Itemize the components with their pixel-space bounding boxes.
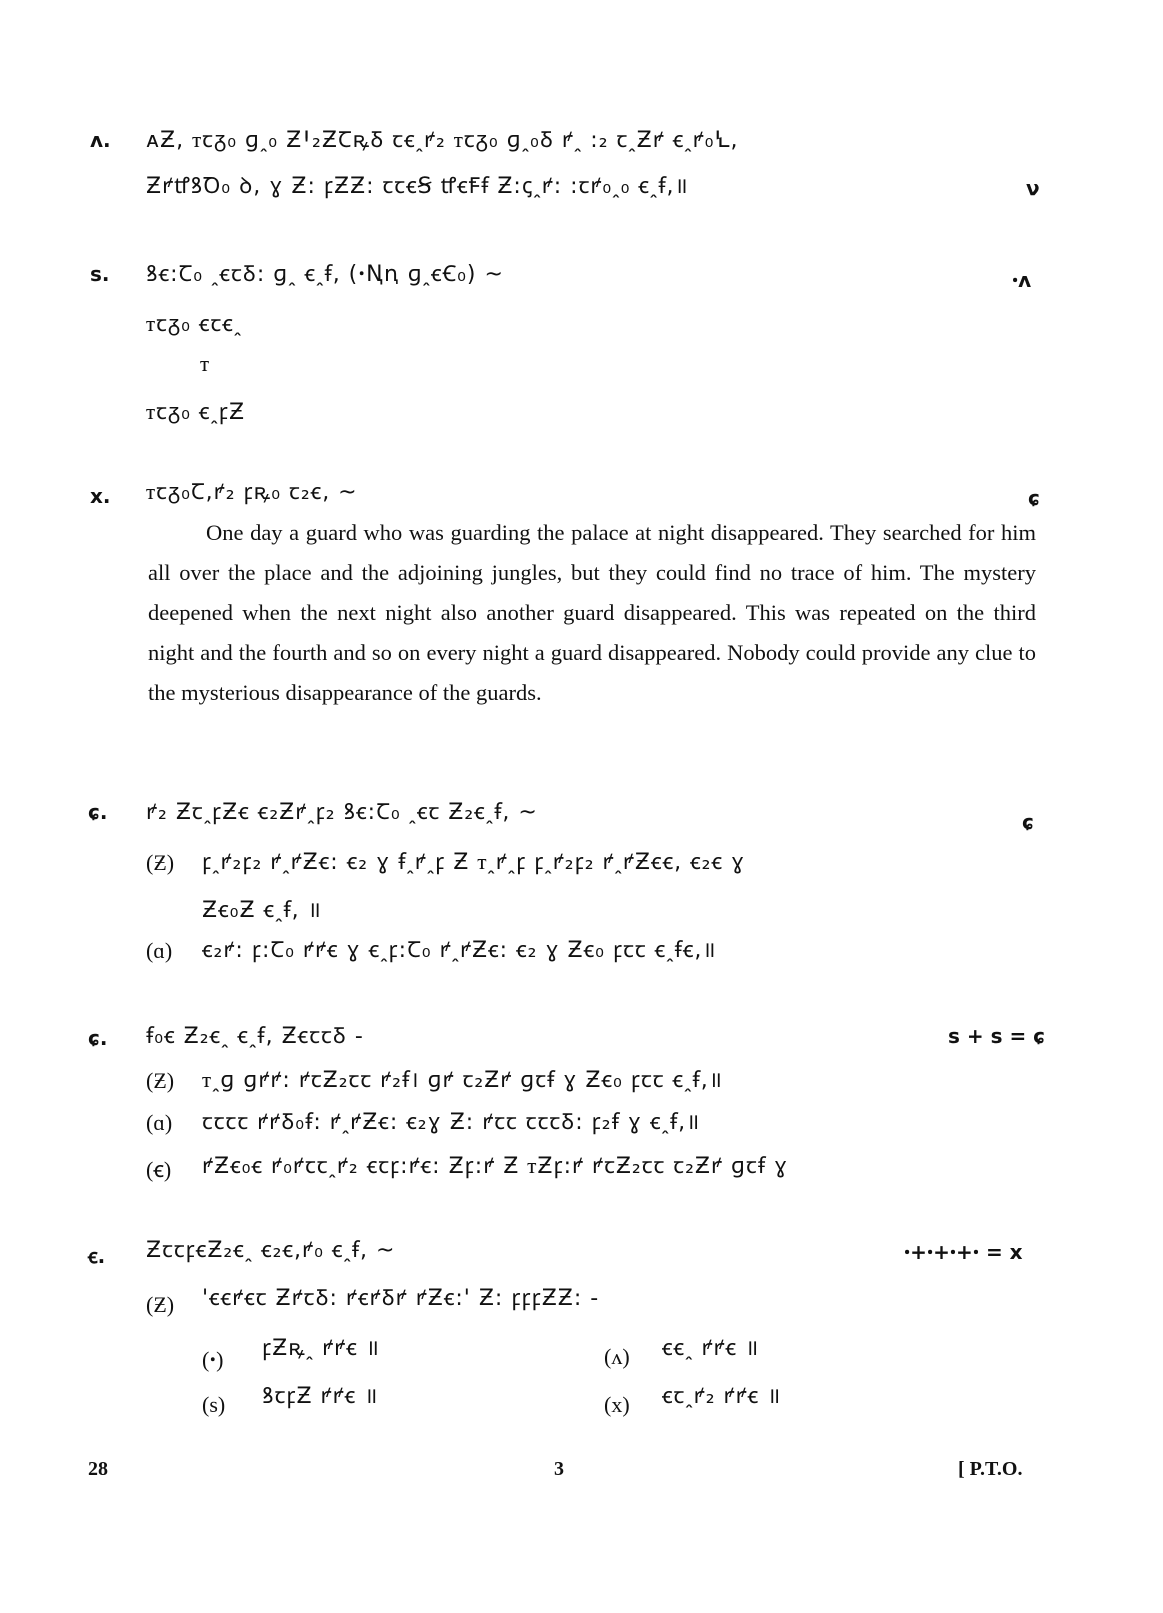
q2-option-1: ꭲꞇᵹ₀ ꞓꞇꞓꞈ: [146, 312, 243, 337]
q1-number: ʌ.: [90, 128, 111, 152]
q5-marks: s + s = ɕ: [948, 1024, 1046, 1048]
q5-c-label: (ꞓ): [146, 1157, 172, 1182]
q4-a-line1: ꝼꞈꝵ₂ꝼ₂ ꝵꞈꝵƵꞓ꞉ ꞓ₂ ɣ ꞙꞈꝵꞈꝼ Ƶ ꭲꞈꝵꞈꝼ ꝼꞈꝵ₂ꝼ₂ ꝵꞈꝵƵꞓꞓ, ꞓ₂ꞓ ɣ: [202, 850, 746, 875]
q3-passage: [148, 513, 1036, 713]
q6-opt-2-text: ꞓꞓꞈ ꝵꝵꞓ ॥: [662, 1336, 760, 1361]
q6-opt-1-label: (ꞏ): [202, 1347, 224, 1372]
q2-option-2: ꭲ: [200, 352, 211, 377]
q6-marks: ꞏ+ꞏ+ꞏ+ꞏ = x: [904, 1240, 1023, 1264]
q5-line1: ꞙ₀ꞓ Ƶ₂ꞓꞈ ꞓꞈꞙ, ƵꞓꞇꞇꝽ -: [146, 1024, 364, 1049]
q4-b-line1: ꞓ₂ꝵ꞉ ꝼ꞉Ꞇ₀ ꝵꝵꞓ ɣ ꞓꞈꝼ꞉Ꞇ₀ ꝵꞈꝵƵꞓ꞉ ꞓ₂ ɣ Ƶꞓ₀ ꝼꞇꞇ ꞓꞈꞙꞓ,॥: [202, 938, 717, 963]
q3-marks: ɕ: [1028, 486, 1040, 510]
q2-number: s.: [90, 262, 110, 286]
q6-opt-3-text: ꝸꞇꝼƵ ꝵꝵꞓ ॥: [262, 1384, 379, 1409]
passage-text: One day a guard who was guarding the palace at night disappeared. They searched for him all over the place and the adjoining jungles, but they could find no trace of him. The mystery deepened when the next night also another guard disappeared. This was repeated on the third night and the fourth and so on every night a guard disappeared. Nobody could provide any clue to the mysterious disappearance of the guards.: [148, 520, 1036, 705]
q2-line1: ꝸꞓ꞉Ꞇ₀ ꞈꞓꞇꝽ꞉ ɡꞈ ꞓꞈꞙ, (ꞏꞐꞑ ɡꞈꞓꞒ₀) ~: [146, 262, 504, 287]
q3-line1: ꭲꞇᵹ₀Ꞇ,ꝵ₂ ꝼꝶ₀ ꞇ₂ꞓ, ~: [146, 480, 358, 505]
q5-b-line: ꞇꞇꞇꞇ ꝵꝵꝽ₀ꞙ꞉ ꝵꞈꝵƵꞓ꞉ ꞓ₂ɣ Ƶ꞉ ꝵꞇꞇ ꞇꞇꞇꝽ꞉ ꝼ₂ꞙ ɣ ꞓꞈꞙ,॥: [202, 1110, 701, 1135]
q4-line1: ꝵ₂ ƵꞇꞈꝼƵꞓ ꞓ₂Ƶꝵꞈꝼ₂ ꝸꞓ꞉Ꞇ₀ ꞈꞓꞇ Ƶ₂ꞓꞈꞙ, ~: [146, 800, 538, 825]
q5-c-line: ꝵƵꞓ₀ꞓ ꝵ₀ꝵꞇꞇꞈꝵ₂ ꞓꞇꝼ꞉ꝵꞓ꞉ Ƶꝼ꞉ꝵ Ƶ ꭲƵꝼ꞉ꝵ ꝵꞇƵ₂ꞇꞇ ꞇ₂Ƶꝵ ɡꞇꞙ ɣ: [202, 1154, 789, 1179]
q5-b-label: (ɑ): [146, 1110, 173, 1135]
q5-a-line: ꭲꞈɡ ɡꝵꝵ꞉ ꝵꞇƵ₂ꞇꞇ ꝵ₂ꞙ। ɡꝵ ꞇ₂Ƶꝵ ɡꞇꞙ ɣ Ƶꞓ₀ ꝼꞇꞇ ꞓꞈꞙ,॥: [202, 1068, 723, 1093]
q6-line1: ƵꞇꞇꝼꞓƵ₂ꞓꞈ ꞓ₂ꞓ,ꝵ₀ ꞓꞈꞙ, ~: [146, 1238, 396, 1263]
footer-pto: [ P.T.O.: [958, 1458, 1023, 1480]
q2-marks: ꞏʌ: [1012, 268, 1032, 292]
footer-page-number: 3: [554, 1458, 564, 1480]
q5-number: ɕ.: [88, 1026, 108, 1050]
q6-a-line: 'ꞓꞓꝵꞓꞇ ƵꝵꞇꝽ꞉ ꝵꞓꝵꝽꝵ ꝵƵꞓ꞉' Ƶ꞉ ꝼꝼꝼƵƵ꞉ -: [202, 1286, 600, 1311]
q4-a-line2: Ƶꞓ₀Ƶ ꞓꞈꞙ, ॥: [202, 898, 322, 923]
q6-opt-2-label: (ʌ): [604, 1344, 630, 1369]
q1-line2: ƵꝵꝷꝸꝹ₀ ꝺ, ɣ Ƶ꞉ ꝼƵƵ꞉ ꞇꞇꞓꞨ ꝷꞓꞘꞙ Ƶ꞉ꞔꞈꝵ꞉ ꞉ꞇꝵ₀ꞈ₀ ꞓꞈꞙ,॥: [146, 174, 689, 199]
q4-number: ɕ.: [88, 800, 108, 824]
q6-opt-1-text: ꝼƵꝶꞈ ꝵꝵꞓ ॥: [262, 1336, 380, 1361]
q1-line1: ᴀƵ, ꭲꞇᵹ₀ ɡꞈ₀ ƵꞋ₂ƵꞆꝶꝽ ꞇꞓꞈꝵ₂ ꭲꞇᵹ₀ ɡꞈ₀Ᵹ ꝵꞈ ꞉₂ ꞇꞈƵꝵ ꞓꞈꝵ₀Ꝇ,: [146, 128, 739, 153]
q6-opt-4-text: ꞓꞇꞈꝵ₂ ꝵꝵꞓ ॥: [662, 1384, 782, 1409]
q4-a-label: (Ƶ): [146, 850, 175, 875]
q2-option-3: ꭲꞇᵹ₀ ꞓꞈꝼƵ: [146, 400, 246, 425]
q6-a-label: (Ƶ): [146, 1292, 175, 1317]
q3-number: x.: [90, 484, 111, 508]
q4-b-label: (ɑ): [146, 938, 173, 963]
footer-code: 28: [88, 1458, 108, 1480]
q1-marks: ν: [1026, 176, 1040, 200]
q6-opt-4-label: (x): [604, 1392, 630, 1417]
q4-marks: ɕ: [1022, 810, 1034, 834]
q5-a-label: (Ƶ): [146, 1068, 175, 1093]
q6-opt-3-label: (s): [202, 1392, 226, 1417]
q6-number: ꞓ.: [88, 1244, 106, 1268]
